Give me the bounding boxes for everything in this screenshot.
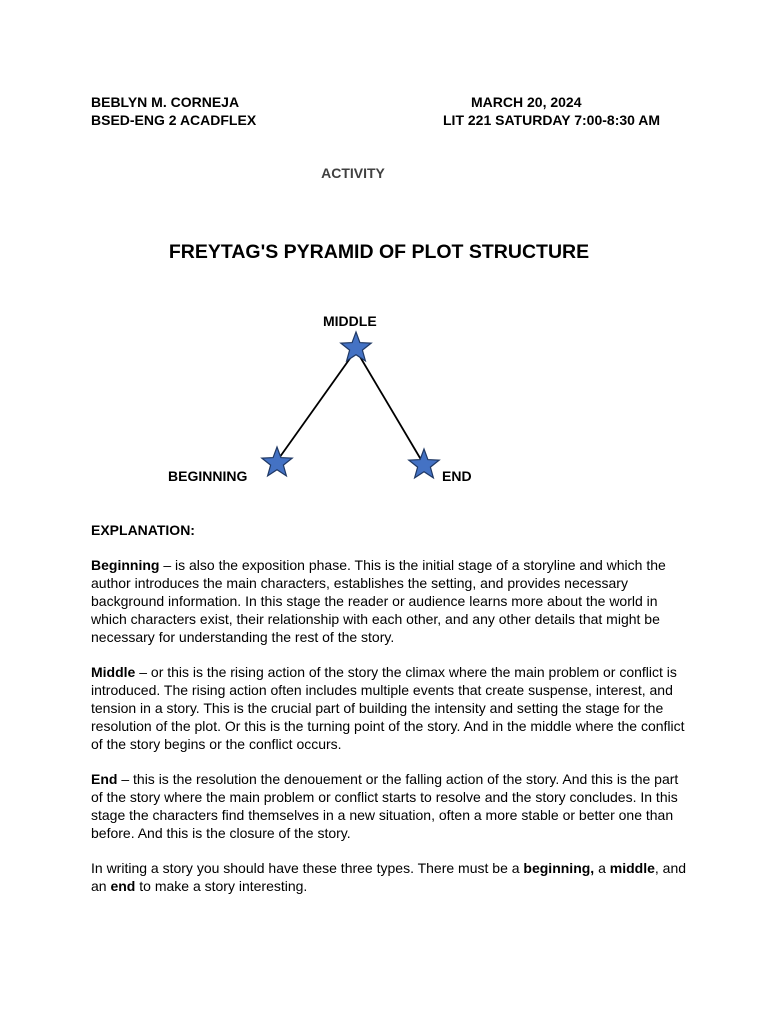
course-section: BSED-ENG 2 ACADFLEX (91, 112, 257, 128)
class-schedule: LIT 221 SATURDAY 7:00-8:30 AM (443, 112, 661, 128)
middle-paragraph (91, 663, 691, 753)
diagram-label-beginning: BEGINNING (168, 468, 248, 484)
beginning-star-icon (262, 447, 292, 476)
conclusion-part1: In writing a story you should have these three types. There must be a (91, 860, 524, 876)
explanation-heading: EXPLANATION: (91, 522, 195, 538)
end-text: – this is the resolution the denouement or the falling action of the story. And this is the part of the story where the main problem or conflict starts to resolve and the story concludes. In this stage the characters find themselves in a new situation, often a more stable or better one than before. And this is the closure of the story. (91, 771, 679, 841)
middle-star-icon (341, 332, 371, 361)
conclusion-part3: , and an (91, 860, 687, 894)
middle-term: Middle (91, 664, 136, 680)
conclusion-bold-end: end (110, 878, 136, 894)
rising-line (277, 350, 356, 461)
freytag-pyramid-diagram (0, 300, 768, 500)
diagram-label-middle: MIDDLE (323, 313, 377, 329)
student-name: BEBLYN M. CORNEJA (91, 94, 240, 110)
falling-line (356, 350, 423, 463)
end-term: End (91, 771, 118, 787)
conclusion-part2: a (594, 860, 610, 876)
beginning-term: Beginning (91, 557, 160, 573)
conclusion-paragraph (91, 859, 691, 895)
end-star-icon (409, 449, 439, 478)
header-left (91, 93, 256, 129)
diagram-label-end: END (442, 468, 472, 484)
end-paragraph (91, 770, 691, 842)
conclusion-bold-middle: middle (609, 860, 655, 876)
conclusion-bold-beginning: beginning, (523, 860, 595, 876)
conclusion-part4: to make a story interesting. (135, 878, 308, 894)
explanation-section (91, 521, 691, 912)
activity-label: ACTIVITY (321, 165, 385, 181)
document-date: MARCH 20, 2024 (471, 94, 582, 110)
beginning-text: – is also the exposition phase. This is the initial stage of a storyline and which the author introduces the main characters, establishes the setting, and provides necessary background information. In this stage the reader or audience learns more about the world in which characters exist, their relationship with each other, and any other details that might be necessary for understanding the rest of the story. (91, 557, 666, 645)
middle-text: – or this is the rising action of the story the climax where the main problem or conflict is introduced. The rising action often includes multiple events that create suspense, interest, and tension in a story. This is the crucial part of building the intensity and setting the stage for the resolution of the plot. Or this is the turning point of the story. And in the middle where the conflict of the story begins or the conflict occurs. (91, 664, 685, 752)
page-title: FREYTAG'S PYRAMID OF PLOT STRUCTURE (168, 241, 590, 263)
beginning-paragraph (91, 556, 691, 646)
header-right (443, 93, 660, 129)
